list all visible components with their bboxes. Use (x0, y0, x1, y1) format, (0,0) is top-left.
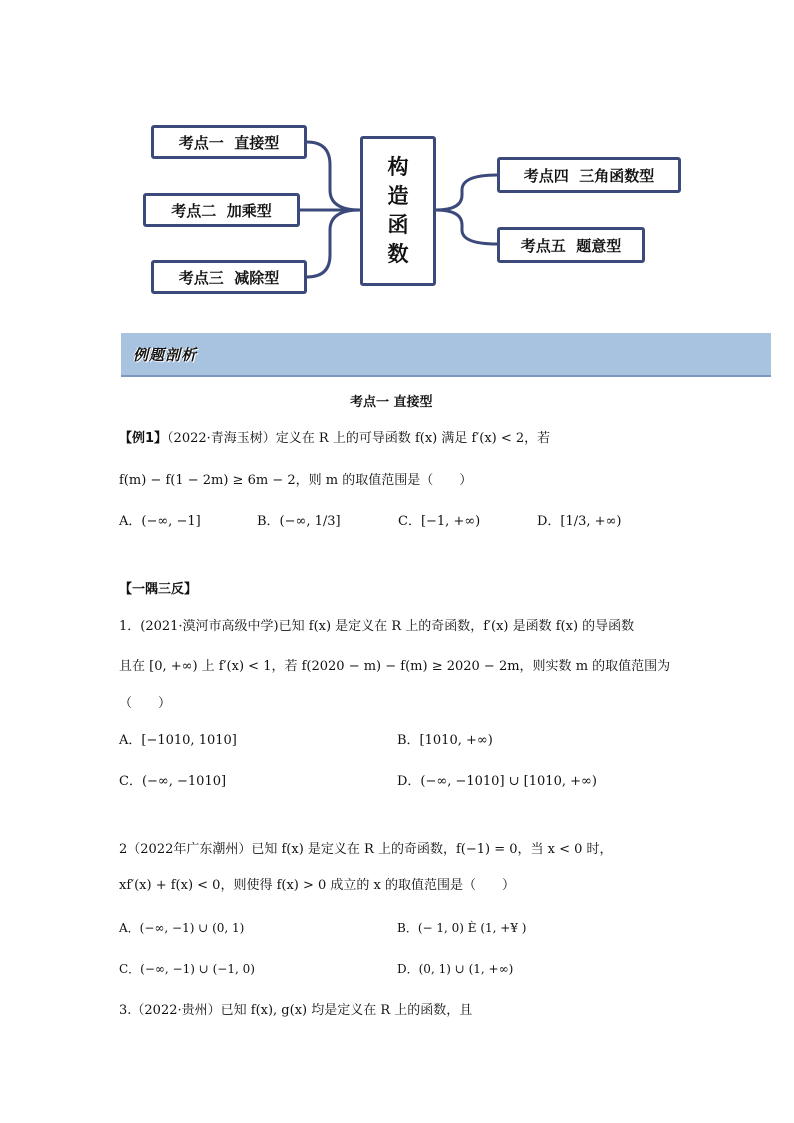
example1-tag: 【例1】 (119, 431, 168, 446)
practice-title: 【一隅三反】 (119, 582, 198, 597)
q2-option-b: B．(− 1, 0) È (1, +¥ ) (397, 921, 527, 935)
mindmap-node-2: 考点二 加乘型 (143, 193, 300, 227)
q2-line2: xf′(x) + f(x) < 0，则使得 f(x) > 0 成立的 x 的取值范围是（ ） (119, 878, 516, 893)
q2-option-d: D．(0, 1) ∪ (1, +∞) (397, 962, 514, 976)
example1-option-a: A．(−∞, −1] (119, 514, 201, 529)
example1-option-d: D．[1/3, +∞) (537, 514, 622, 529)
mindmap-node-3: 考点三 减除型 (151, 260, 307, 294)
q1-option-c: C．(−∞, −1010] (119, 774, 227, 789)
example1-text1: （2022·青海玉树）定义在 R 上的可导函数 f(x) 满足 f′(x) < 2，若 (167, 431, 551, 446)
q1-option-a: A．[−1010, 1010] (119, 733, 237, 748)
section-banner (121, 333, 771, 377)
q1-line2: 且在 [0, +∞) 上 f′(x) < 1，若 f(2020 − m) − f(m) ≥ 2020 − 2m，则实数 m 的取值范围为 (119, 659, 671, 674)
mindmap-node-1: 考点一 直接型 (151, 125, 307, 159)
q1-option-d: D．(−∞, −1010] ∪ [1010, +∞) (397, 774, 597, 789)
example1-option-b: B．(−∞, 1/3] (257, 514, 341, 529)
q2-line1: 2（2022年广东潮州）已知 f(x) 是定义在 R 上的奇函数，f(−1) = 0，当 x < 0 时， (119, 842, 613, 857)
q2-option-a: A．(−∞, −1) ∪ (0, 1) (119, 921, 245, 935)
banner-title: 例题剖析 (133, 345, 198, 364)
mindmap-node-5: 考点五 题意型 (497, 227, 645, 263)
center-char-4: 数 (387, 242, 409, 266)
q3-line1: 3.（2022·贵州）已知 f(x), g(x) 均是定义在 R 上的函数，且 (119, 1003, 473, 1018)
mindmap-center (360, 136, 436, 286)
q1-option-b: B．[1010, +∞) (397, 733, 493, 748)
q1-line1: 1．(2021·漠河市高级中学)已知 f(x) 是定义在 R 上的奇函数，f′(x) 是函数 f(x) 的导函数 (119, 619, 635, 634)
center-char-1: 构 (387, 155, 409, 179)
q2-option-c: C．(−∞, −1) ∪ (−1, 0) (119, 962, 255, 976)
section-title: 考点一 直接型 (350, 395, 433, 410)
example1-line1 (119, 429, 550, 449)
example1-line2: f(m) − f(1 − 2m) ≥ 6m − 2，则 m 的取值范围是（ ） (119, 473, 473, 488)
mindmap-node-4: 考点四 三角函数型 (497, 157, 681, 193)
q1-line3: （ ） (119, 696, 172, 711)
example1-option-c: C．[−1, +∞) (398, 514, 481, 529)
center-char-2: 造 (387, 184, 409, 208)
center-char-3: 函 (387, 213, 409, 237)
